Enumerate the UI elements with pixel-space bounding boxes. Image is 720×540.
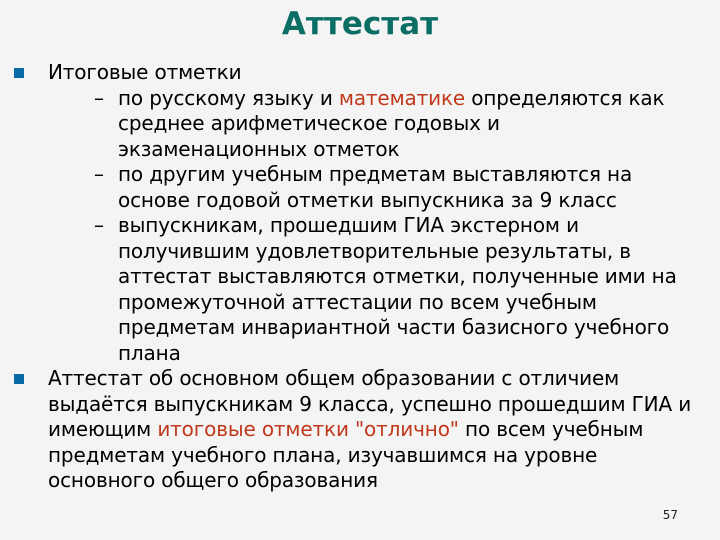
page-number: 57 [662,508,678,522]
dash-icon: – [94,85,104,110]
square-bullet-icon [14,68,24,78]
sub-item-text-after: определяются как среднее арифметическое годовых и экзаменационных отметок [118,85,665,161]
square-bullet-icon [14,374,24,384]
bullet-text-after: по всем учебным предметам учебного плана, изучавшимся на уровне основного общего образования [48,417,644,492]
sub-item-external-students [48,213,692,366]
bullet-final-grades [12,60,692,366]
slide-content [12,60,692,494]
sub-item-text: выпускникам, прошедшим ГИА экстерном и получившим удовлетворительные результаты, в аттестат выставляются отметки, полученные ими на промежуточной аттестации по всем учебным предметам инвариантной части базисного учебного плана [118,213,677,365]
bullet-honors-certificate [12,366,692,494]
sub-item-other-subjects [48,162,692,213]
dash-icon: – [94,213,104,237]
dash-icon: – [94,162,104,186]
sub-list [48,86,692,367]
bullet-text-before: Аттестат об основном общем образовании с отличием выдаётся выпускникам 9 класса, успешно прошедшим ГИА и имеющим [48,366,692,441]
highlight-excellent-grades: итоговые отметки "отлично" [157,417,459,441]
sub-item-russian-math [48,86,692,163]
sub-item-text-before: по русскому языку и [118,85,339,110]
highlight-mathematics: математике [338,85,466,110]
slide-title: Аттестат [281,6,439,42]
sub-item-text: по другим учебным предметам выставляются на основе годовой отметки выпускника за 9 класс [118,162,633,212]
bullet-text: Итоговые отметки [48,60,242,84]
